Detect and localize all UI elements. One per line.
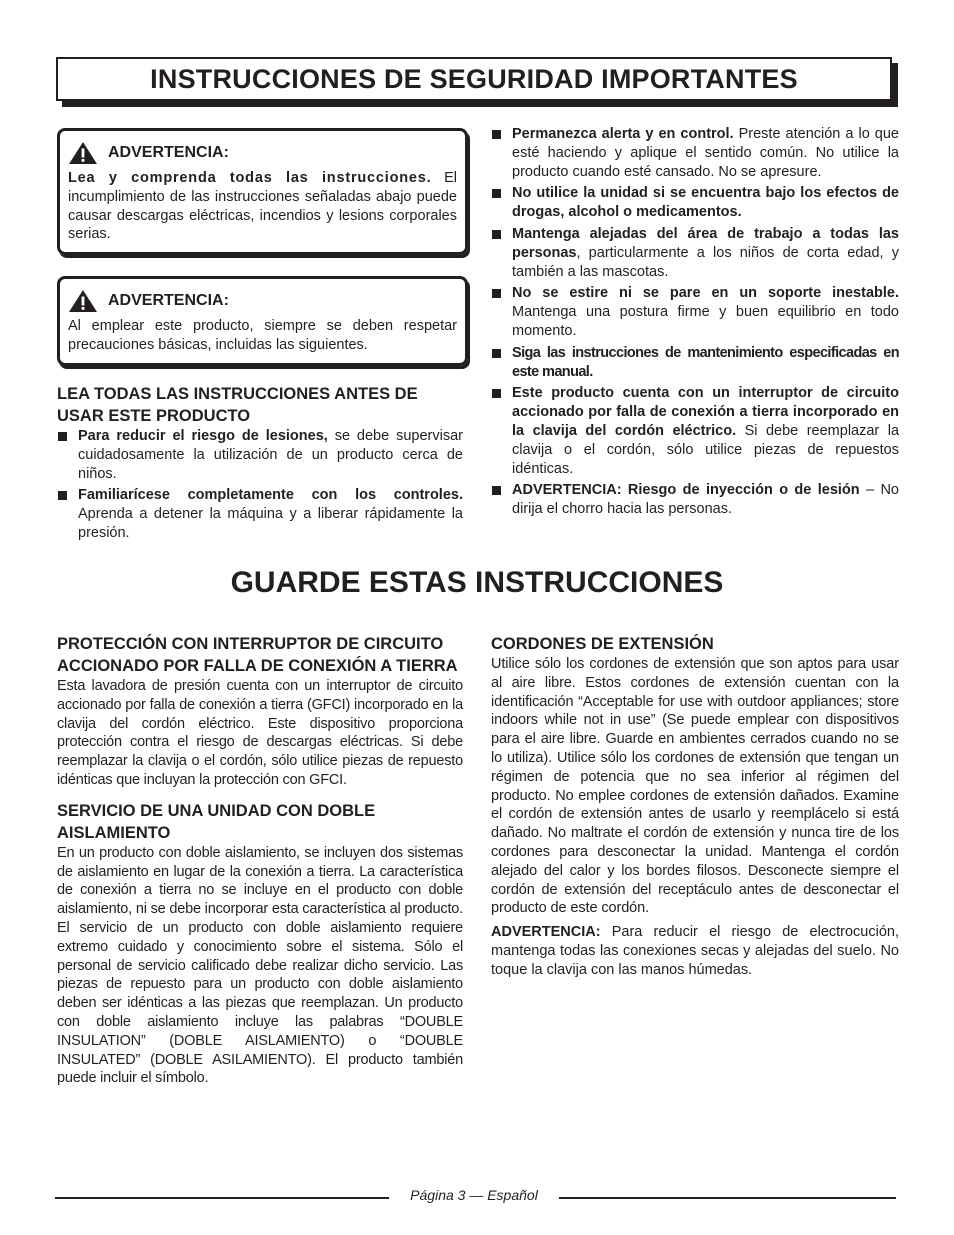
title-banner: [56, 57, 892, 101]
warning-triangle-icon: [68, 141, 98, 165]
cords-warning: ADVERTENCIA: Para reducir el riesgo de electrocución, mantenga todas las conexiones secas y alejadas del suelo. No toque la clavija con las manos húmedas.: [491, 924, 899, 978]
bullet-list: [57, 427, 463, 543]
warning-text: Al emplear este producto, siempre se deben respetar precauciones básicas, incluidas las siguientes.: [68, 318, 457, 353]
save-instructions-title: GUARDE ESTAS INSTRUCCIONES: [230, 566, 724, 599]
page-title: INSTRUCCIONES DE SEGURIDAD IMPORTANTES: [150, 63, 798, 94]
footer-rule-left: [55, 1197, 389, 1199]
warning-text: Lea y comprenda todas las instrucciones. El incumplimiento de las instrucciones señaladas abajo puede causar descargas eléctricas, incendios y lesions corporales serias.: [68, 170, 458, 243]
list-item: Mantenga alejadas del área de trabajo a todas las personas, particularmente a los niños de corta edad, y también a las mascotas.: [491, 225, 899, 281]
section-text: Utilice sólo los cordones de extensión que son aptos para usar al aire libre. Estos cordones de extensión cuentan con la identificación “Acceptable for use with outdoor appliances; store indoors while not in use” (Se puede emplear con dispositivos para el aire libre. Guarde en ambientes cerrados cuando no se lo utiliza). Utilice sólo los cordones de extensión que tengan un régimen de potencia que no sea inferior al régimen del producto. No emplee cordones de extensión dañados. Examine el cordón de extensión antes de usarlo y reemplácelo si está dañado. No maltrate el cordón de extensión y nunca tire de los cordones para desconectar la unidad. Mantenga el cordón alejado del calor y los bordes filosos. Desconecte siempre el cordón de extensión del receptáculo antes de desconectar el producto de este cordón.: [491, 656, 899, 917]
list-item: Este producto cuenta con un interruptor de circuito accionado por falla de conexión a tierra incorporado en la clavija del cordón eléctrico. Si debe reemplazar la clavija o el cordón, sólo utilice piezas de repuestos idénticas.: [491, 384, 899, 478]
warning-triangle-icon: [68, 289, 98, 313]
section-text: En un producto con doble aislamiento, se incluyen dos sistemas de aislamiento en lugar de la conexión a tierra. La característica de conexión a tierra no se incluye en el producto con doble aislamiento, ni se debe incorporar esta característica al producto. El servicio de un producto con doble aislamiento requiere extremo cuidado y conocimiento sobre el sistema. Sólo el personal de servicio calificado debe realizar dicho servicio. Las piezas de repuesto para un producto con doble aislamiento deben ser idénticas a las piezas que reemplazan. Un producto con doble aislamiento incluye las palabras “DOUBLE INSULATION” (DOBLE AISLAMIENTO) o “DOUBLE INSULATED” (DOBLE ASILAMIENTO). El producto también puede incluir el símbolo.: [57, 844, 463, 1087]
section-heading: PROTECCIÓN CON INTERRUPTOR DE CIRCUITO ACCIONADO POR FALLA DE CONEXIÓN A TIERRA: [57, 635, 458, 675]
warning-box-1: [57, 128, 468, 255]
warning-heading: ADVERTENCIA:: [108, 144, 229, 161]
section-heading: SERVICIO DE UNA UNIDAD CON DOBLE AISLAMIENTO: [57, 801, 376, 842]
list-item: Siga las instrucciones de mantenimiento especificadas en este manual.: [491, 344, 899, 382]
page-footer: Página 3 — Español: [410, 1187, 538, 1203]
section-heading: CORDONES DE EXTENSIÓN: [491, 635, 714, 653]
section-heading: LEA TODAS LAS INSTRUCCIONES ANTES DE USAR ESTE PRODUCTO: [57, 385, 418, 425]
read-all-section: [57, 383, 463, 546]
list-item: Familiarícese completamente con los controles. Aprenda a detener la máquina y a liberar rápidamente la presión.: [57, 486, 463, 542]
footer-rule-right: [559, 1197, 896, 1199]
warning-box-2: [57, 276, 468, 366]
warning-heading: ADVERTENCIA:: [108, 292, 229, 309]
list-item: No se estire ni se pare en un soporte inestable. Mantenga una postura firme y buen equilibrio en todo momento.: [491, 284, 899, 340]
section-text: Esta lavadora de presión cuenta con un interruptor de circuito accionado por falla de conexión a tierra (GFCI) incorporado en la clavija del cordón eléctrico. Este dispositivo proporciona protección contra el riesgo de descargas eléctricas. Si debe reemplazar la clavija o el cordón, sólo utilice piezas de repuesto idénticas que incluyan la protección con GFCI.: [57, 678, 463, 788]
gfci-section: [57, 633, 463, 1088]
bullet-list: [491, 125, 899, 519]
right-bullets: [491, 125, 899, 522]
list-item: No utilice la unidad si se encuentra bajo los efectos de drogas, alcohol o medicamentos.: [491, 184, 899, 222]
list-item: Para reducir el riesgo de lesiones, se debe supervisar cuidadosamente la utilización de un producto cerca de niños.: [57, 427, 463, 483]
list-item: Permanezca alerta y en control. Preste atención a lo que esté haciendo y aplique el sentido común. No utilice la producto cuando esté cansado. No se apresure.: [491, 125, 899, 181]
cords-section: [491, 633, 899, 980]
list-item: ADVERTENCIA: Riesgo de inyección o de lesión – No dirija el chorro hacia las personas.: [491, 481, 899, 519]
